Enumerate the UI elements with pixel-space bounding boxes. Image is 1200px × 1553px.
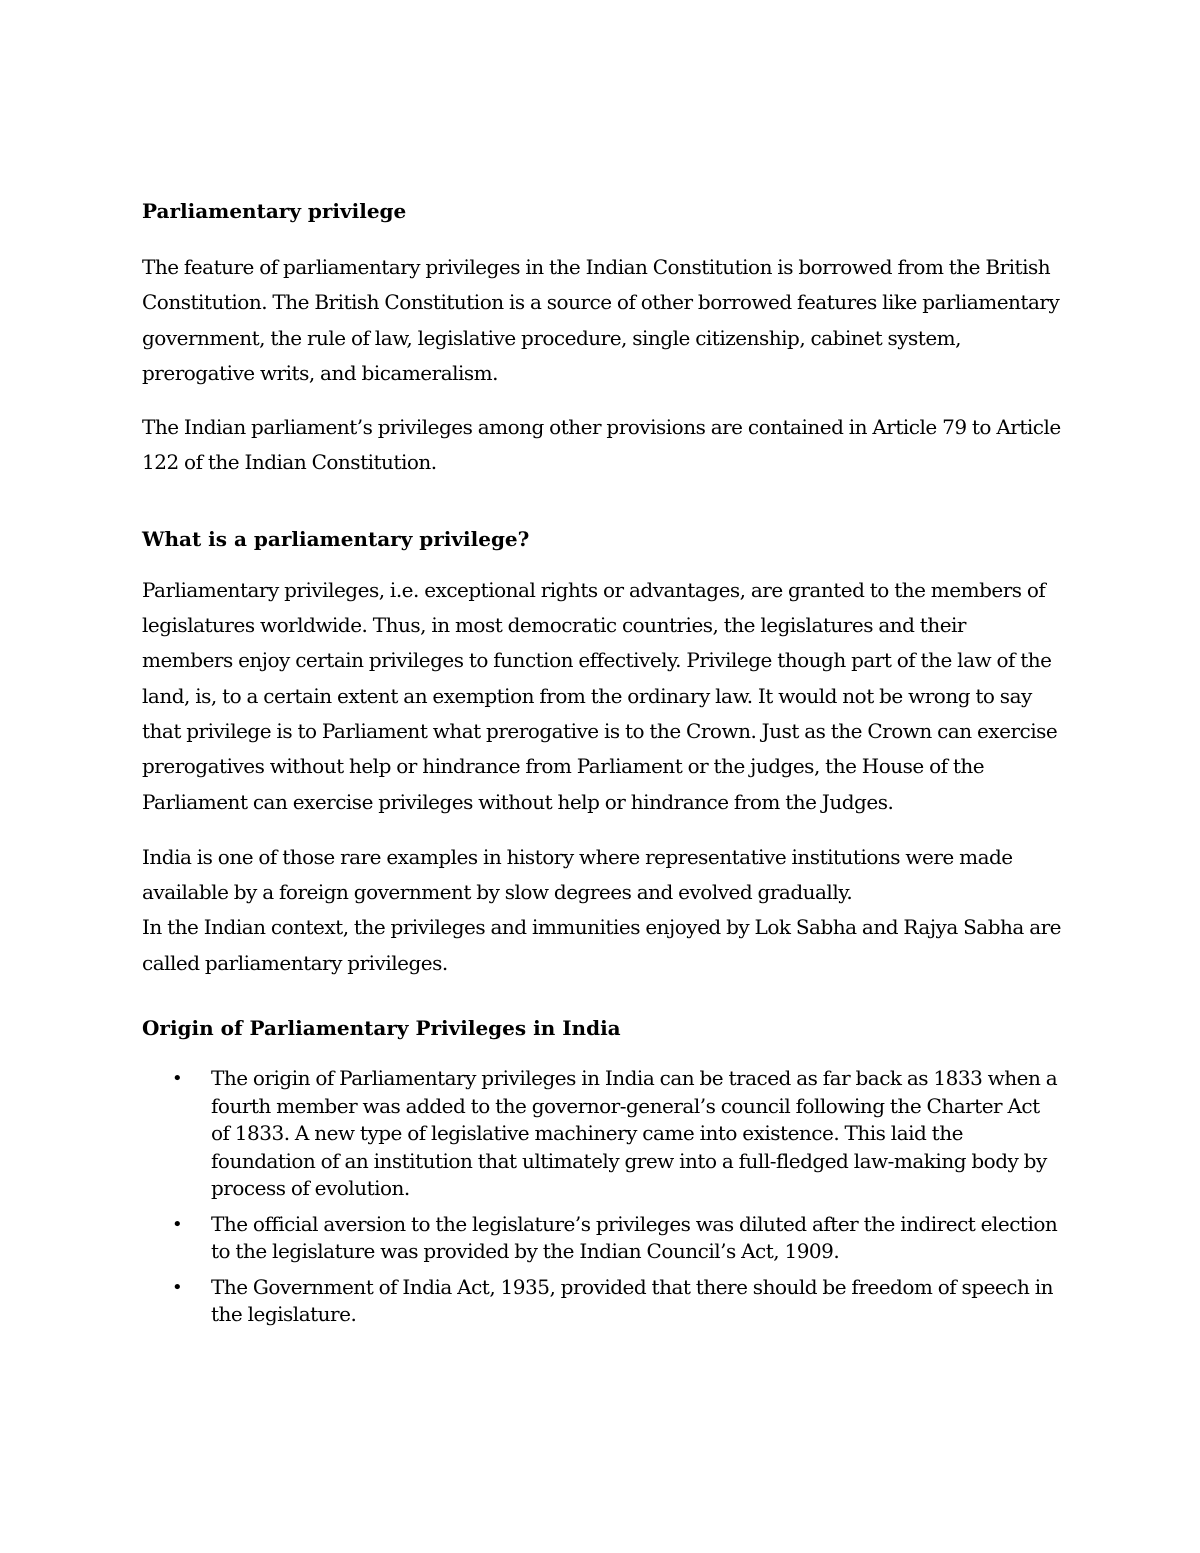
bullet-icon: • <box>172 1213 183 1235</box>
list-item <box>142 1274 1062 1329</box>
paragraph-article-reference: The Indian parliament’s privileges among other provisions are contained in Article 79 to Article 122 of the Indian Constitution. <box>142 415 1061 475</box>
heading-what-is-privilege: What is a parliamentary privilege? <box>142 526 530 551</box>
list-item <box>142 1211 1062 1266</box>
list-item <box>142 1065 1062 1203</box>
heading-origin-of-privileges: Origin of Parliamentary Privileges in India <box>142 1016 621 1041</box>
paragraph-india-example: India is one of those rare examples in history where representative institutions were made available by a foreign government by slow degrees and evolved gradually. <box>142 844 1013 905</box>
list-item-text: The origin of Parliamentary privileges in India can be traced as far back as 1833 when a fourth member was added to the governor-general’s council following the Charter Act of 1833. A new type of legislative machinery came into existence. This laid the foundation of an institution that ultimately grew into a full-fledged law-making body by process of evolution. <box>211 1066 1058 1201</box>
origin-bullet-list <box>142 1065 1062 1329</box>
list-item-text: The official aversion to the legislature’s privileges was diluted after the indirect election to the legislature was provided by the Indian Council’s Act, 1909. <box>211 1211 1058 1264</box>
paragraph-privilege-definition: Parliamentary privileges, i.e. exceptional rights or advantages, are granted to the members of legislatures worldwide. Thus, in most democratic countries, the legislatures and their members enjoy certain privileges to function effectively. Privilege though part of the law of the land, is, to a certain extent an exemption from the ordinary law. It would not be wrong to say that privilege is to Parliament what prerogative is to the Crown. Just as the Crown can exercise prerogatives without help or hindrance from Parliament or the judges, the House of the Parliament can exercise privileges without help or hindrance from the Judges. <box>142 577 1058 814</box>
document-page <box>142 195 1062 1337</box>
paragraph-indian-context: In the Indian context, the privileges and immunities enjoyed by Lok Sabha and Rajya Sabha are called parliamentary privileges. <box>142 915 1062 975</box>
paragraph-borrowed-feature: The feature of parliamentary privileges in the Indian Constitution is borrowed from the British Constitution. The British Constitution is a source of other borrowed features like parliamentary government, the rule of law, legislative procedure, single citizenship, cabinet system, prerogative writs, and bicameralism. <box>142 255 1060 385</box>
heading-parliamentary-privilege: Parliamentary privilege <box>142 199 407 223</box>
bullet-icon: • <box>172 1068 183 1090</box>
bullet-icon: • <box>172 1276 183 1298</box>
list-item-text: The Government of India Act, 1935, provided that there should be freedom of speech in the legislature. <box>211 1274 1053 1327</box>
